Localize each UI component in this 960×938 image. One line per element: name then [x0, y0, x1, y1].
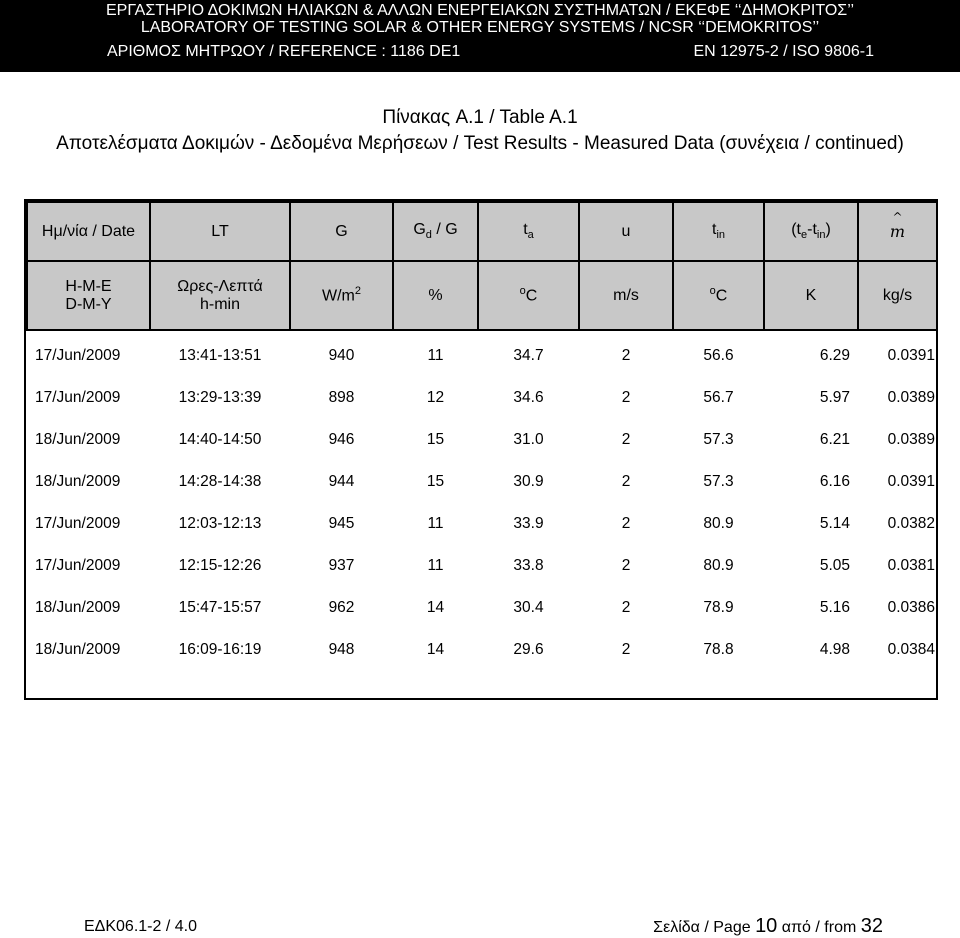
cell-inlet-temp: 56.6 [703, 347, 734, 364]
unit-gd-ratio: % [393, 261, 478, 330]
cell-date: 17/Jun/2009 [35, 515, 121, 532]
cell-gd-ratio: 14 [426, 641, 445, 658]
cell-date: 17/Jun/2009 [35, 347, 121, 364]
cell-temp-difference: 6.29 [819, 347, 850, 364]
cell-ambient-temp: 29.6 [513, 641, 544, 658]
unit-temp-difference: K [764, 261, 858, 330]
cell-temp-difference: 4.98 [819, 641, 850, 658]
cell-gd-ratio: 12 [426, 389, 445, 406]
table-row [27, 545, 937, 587]
cell-ambient-temp: 34.7 [513, 347, 544, 364]
cell-gd-ratio: 15 [426, 431, 445, 448]
of-label: από / from [781, 919, 857, 936]
cell-wind-speed: 2 [621, 389, 631, 406]
cell-inlet-temp: 57.3 [703, 431, 734, 448]
page-indicator [653, 915, 883, 938]
cell-wind-speed: 2 [621, 473, 631, 490]
cell-time: 14:40-14:50 [178, 431, 262, 448]
cell-mass-flow: 0.0391 [887, 473, 935, 490]
cell-ambient-temp: 31.0 [513, 431, 544, 448]
table-row [27, 629, 937, 671]
cell-wind-speed: 2 [621, 515, 631, 532]
cell-gd-ratio: 15 [426, 473, 445, 490]
unit-date: H-M-E D-M-Y [27, 261, 150, 330]
cell-g: 898 [328, 389, 355, 406]
table-row [27, 330, 937, 377]
cell-time: 12:15-12:26 [178, 557, 262, 574]
cell-temp-difference: 5.16 [819, 599, 850, 616]
cell-mass-flow: 0.0381 [887, 557, 935, 574]
measured-data-table [26, 201, 938, 671]
document-code: ΕΔΚ06.1-2 / 4.0 [84, 918, 197, 935]
cell-temp-difference: 5.05 [819, 557, 850, 574]
cell-gd-ratio: 14 [426, 599, 445, 616]
cell-ambient-temp: 33.9 [513, 515, 544, 532]
unit-wind-speed: m/s [579, 261, 673, 330]
table-row [27, 503, 937, 545]
cell-date: 18/Jun/2009 [35, 641, 121, 658]
header-inlet-temp: $t_{in}$ [673, 202, 764, 261]
cell-g: 944 [328, 473, 355, 490]
mass-flow-symbol: ^ m [889, 209, 906, 241]
cell-inlet-temp: 78.9 [703, 599, 734, 616]
cell-ambient-temp: 33.8 [513, 557, 544, 574]
cell-inlet-temp: 57.3 [703, 473, 734, 490]
table-subtitle: Αποτελέσματα Δοκιμών - Δεδομένα Μερήσεων / Test Results - Measured Data (συνέχεια / continued) [56, 133, 904, 154]
cell-date: 18/Jun/2009 [35, 431, 121, 448]
table-title: Πίνακας A.1 / Table A.1 [382, 107, 578, 128]
cell-g: 946 [328, 431, 355, 448]
cell-time: 15:47-15:57 [178, 599, 262, 616]
cell-wind-speed: 2 [621, 557, 631, 574]
cell-g: 945 [328, 515, 355, 532]
unit-mass-flow: kg/s [858, 261, 937, 330]
cell-temp-difference: 5.97 [819, 389, 850, 406]
header-lt: LT [150, 202, 290, 261]
table-row [27, 419, 937, 461]
cell-gd-ratio: 11 [427, 557, 444, 574]
unit-inlet-temp: $^o$C [673, 261, 764, 330]
cell-date: 17/Jun/2009 [35, 389, 121, 406]
header-g: G [290, 202, 393, 261]
cell-inlet-temp: 80.9 [703, 515, 734, 532]
test-standard: EN 12975-2 / ISO 9806-1 [693, 43, 874, 60]
cell-date: 17/Jun/2009 [35, 557, 121, 574]
header-gd-ratio: $G_d$ / G [393, 202, 478, 261]
cell-time: 13:41-13:51 [178, 347, 262, 364]
header-wind-speed: u [579, 202, 673, 261]
unit-ambient-temp: $^o$C [478, 261, 579, 330]
cell-gd-ratio: 11 [427, 347, 444, 364]
table-row [27, 461, 937, 503]
cell-ambient-temp: 30.4 [513, 599, 544, 616]
cell-time: 16:09-16:19 [178, 641, 262, 658]
cell-inlet-temp: 78.8 [703, 641, 734, 658]
cell-temp-difference: 6.16 [819, 473, 850, 490]
laboratory-name-english: LABORATORY OF TESTING SOLAR & OTHER ENERGY SYSTEMS / NCSR ‘‘DEMOKRITOS’’ [140, 19, 820, 36]
cell-g: 940 [328, 347, 355, 364]
header-mass-flow [858, 202, 937, 261]
unit-lt: Ωρες-Λεπτά h-min [150, 261, 290, 330]
header-ambient-temp: $t_a$ [478, 202, 579, 261]
cell-inlet-temp: 56.7 [703, 389, 734, 406]
cell-mass-flow: 0.0382 [887, 515, 935, 532]
cell-ambient-temp: 30.9 [513, 473, 544, 490]
table-row [27, 587, 937, 629]
cell-mass-flow: 0.0384 [887, 641, 935, 658]
reference-number: ΑΡΙΘΜΟΣ ΜΗΤΡΩΟΥ / REFERENCE : 1186 DE1 [107, 43, 461, 60]
cell-g: 948 [328, 641, 355, 658]
cell-time: 13:29-13:39 [178, 389, 262, 406]
page-number: 10 [755, 915, 778, 937]
cell-date: 18/Jun/2009 [35, 599, 121, 616]
cell-mass-flow: 0.0391 [887, 347, 935, 364]
cell-wind-speed: 2 [621, 641, 631, 658]
page-label: Σελίδα / Page [653, 919, 751, 936]
total-pages: 32 [860, 915, 883, 937]
cell-date: 18/Jun/2009 [35, 473, 121, 490]
cell-temp-difference: 6.21 [819, 431, 850, 448]
unit-g: $W/m^2$ [290, 261, 393, 330]
cell-gd-ratio: 11 [427, 515, 444, 532]
cell-g: 962 [328, 599, 355, 616]
cell-time: 14:28-14:38 [178, 473, 262, 490]
cell-wind-speed: 2 [621, 347, 631, 364]
report-header-banner [0, 0, 960, 72]
laboratory-name-greek: ΕΡΓΑΣΤΗΡΙΟ ΔΟΚΙΜΩΝ ΗΛΙΑΚΩΝ & ΑΛΛΩΝ ΕΝΕΡΓΕΙΑΚΩΝ ΣΥΣΤΗΜΑΤΩΝ / ΕΚΕΦΕ ‘‘ΔΗΜΟΚΡΙΤΟΣ’’ [105, 2, 855, 19]
cell-mass-flow: 0.0389 [887, 431, 935, 448]
header-unit-row [27, 261, 937, 330]
header-date: Ημ/νία / Date [27, 202, 150, 261]
cell-mass-flow: 0.0386 [887, 599, 935, 616]
cell-wind-speed: 2 [621, 431, 631, 448]
cell-wind-speed: 2 [621, 599, 631, 616]
cell-time: 12:03-12:13 [178, 515, 262, 532]
table-row [27, 377, 937, 419]
cell-temp-difference: 5.14 [819, 515, 850, 532]
cell-g: 937 [328, 557, 355, 574]
cell-ambient-temp: 34.6 [513, 389, 544, 406]
cell-mass-flow: 0.0389 [887, 389, 935, 406]
cell-inlet-temp: 80.9 [703, 557, 734, 574]
header-temp-difference: $(t_e-t_{in})$ [764, 202, 858, 261]
header-symbol-row [27, 202, 937, 261]
